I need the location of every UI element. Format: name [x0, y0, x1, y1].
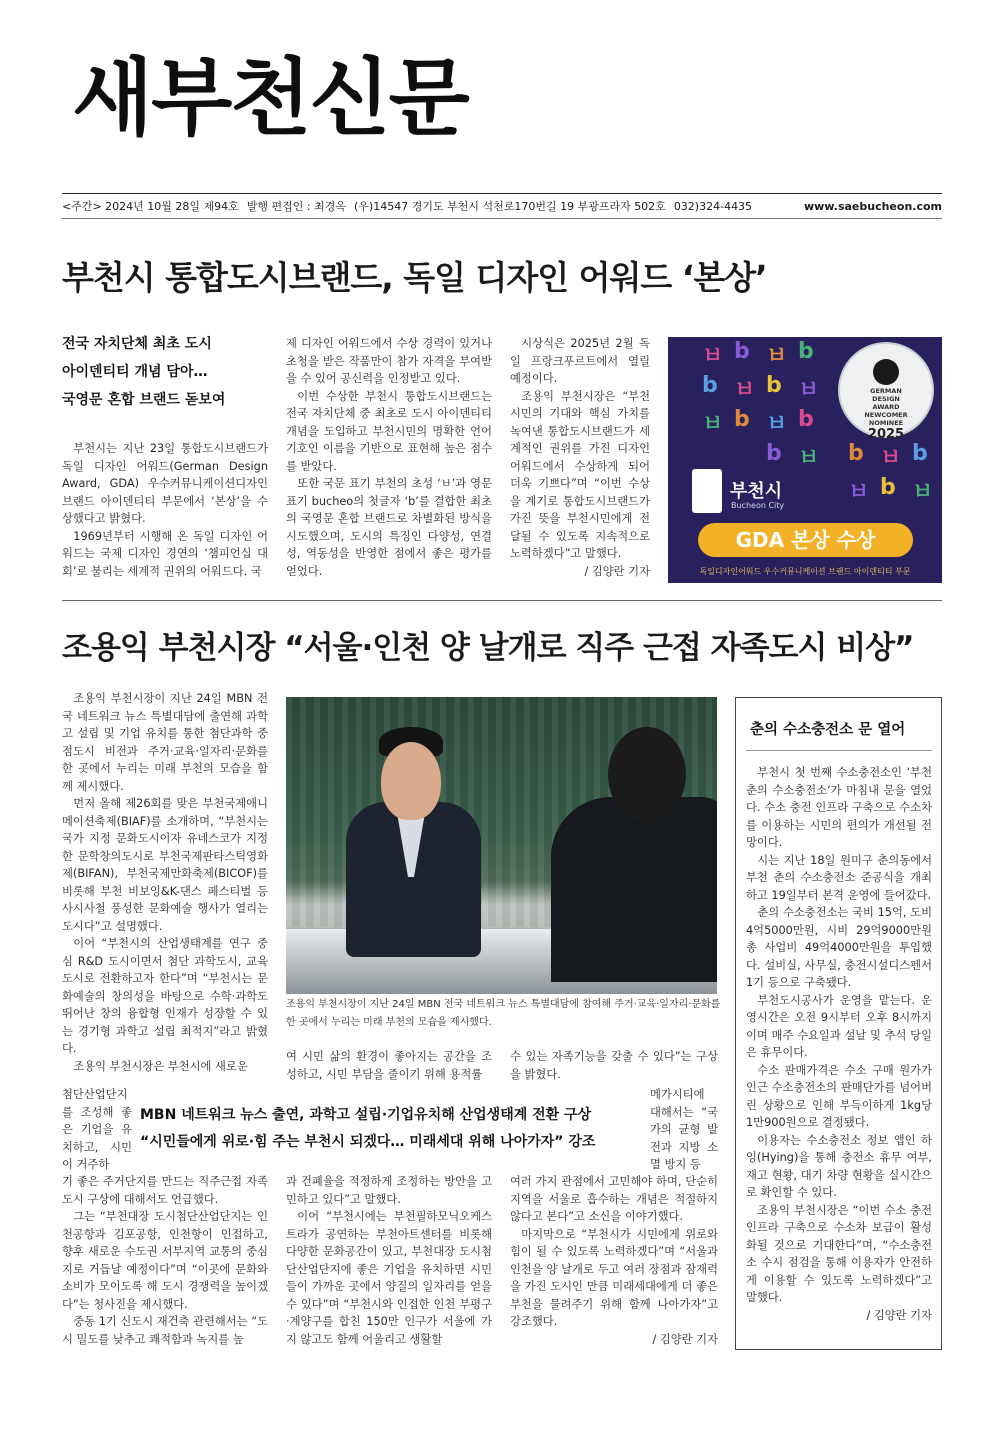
sidebar-paragraph: 부천시 첫 번째 수소충전소인 ‘부천 춘의 수소충전소’가 마침내 문을 열었다. 수소 충전 인프라 구축으로 수소차를 이용하는 시민의 편의가 개선될 전망이다. — [746, 766, 932, 849]
article2-deck — [140, 1102, 640, 1156]
article1-paragraph: 1969년부터 시행해 온 독일 디자인 어워드는 국제 디자인 경연의 ‘챔피언십 대회’로 불리는 세계적 권위의 어워드다. 국 — [62, 529, 268, 578]
mayor-face — [381, 742, 441, 820]
medal-line: DESIGN — [872, 395, 900, 403]
photo-caption: 조용익 부천시장이 지난 24일 MBN 전국 네트워크 뉴스 특별대담에 참여해 주거·교육·일자리·문화를 한 곳에서 누리는 미래 부천의 모습을 제시했다. — [286, 999, 721, 1028]
article2-paragraph: 중동 1기 신도시 재건축 관련해서는 “도시 밀도를 낮추고 쾌적함과 녹지를 높 — [62, 1315, 268, 1346]
article1-paragraph: 제 디자인 어워드에서 수상 경력이 있거나 초청을 받은 작품만이 참가 자격을 부여받을 수 있어 공신력을 인정받고 있다. — [286, 337, 492, 385]
article1-headline: 부천시 통합도시브랜드, 독일 디자인 어워드 ‘본상’ — [62, 258, 767, 297]
article2-column-2-mid — [286, 1048, 492, 1088]
anchor-head — [608, 727, 686, 822]
article2-paragraph: 기 좋은 주거단지를 만드는 직주근접 자족도시 구상에 대해서도 언급했다. — [62, 1175, 268, 1206]
article2-column-1-wrap — [62, 1086, 132, 1170]
masthead: 새부천신문 — [72, 49, 468, 147]
sidebar-paragraph: 조용익 부천시장은 “이번 수소 충전 인프라 구축으로 수소차 보급이 활성화될 것으로 기대한다”며, “수소충전소 수시 점검을 통해 이용자가 안전하게 이용할 수 있도록 노력하겠다”고 말했다. — [746, 1203, 932, 1304]
sidebar-byline: / 김양란 기자 — [866, 1308, 932, 1322]
sidebar-paragraph: 수소 판매가격은 수소 구매 원가가 인근 수소충전소의 판매단가를 넘어버린 상황으로 인해 부득이하게 1kg당 1만900원으로 결정됐다. — [746, 1063, 932, 1129]
article1-subhead-line: 국영문 혼합 브랜드 돋보여 — [62, 392, 226, 408]
article1-paragraph: 조용익 부천시장은 “부천 시민의 기대와 핵심 가치를 녹여낸 통합도시브랜드가 세계적인 권위를 가진 디자인 어워드에서 수상하게 되어 더욱 기쁘다”며 “이번 수상을 계기로 통합도시브랜드가 가진 뜻을 부천시민에게 전달될 수 있도록 지속적으로 노력하겠다”고 말했다. — [510, 389, 650, 560]
medal-line: AWARD — [872, 403, 900, 411]
article1-subhead-line: 전국 자치단체 최초 도시 — [62, 336, 212, 352]
interview-photo — [286, 697, 717, 994]
article1-column-3 — [510, 335, 650, 587]
article2-paragraph: 이어 “부천시에는 부천필하모닉오케스트라가 공연하는 부천아트센터를 비롯해 다양한 문화공간이 있고, 부천대장 도시첨단산업단지에 좋은 기업을 유치하면 시민들이 가까운 곳에서 양질의 일자리를 얻을 수 있다”며 “부천시와 인접한 인천 부평구·계양구를 합친 150만 인구가 서울에 가지 않고도 함께 어울리고 생활할 — [286, 1210, 492, 1346]
deck-line: “시민들에게 위로·힘 주는 부천시 되겠다… 미래세대 위해 나아가자” 강조 — [140, 1134, 596, 1150]
publisher-info: 발행 편집인 : 최경옥 — [246, 200, 346, 213]
article2-paragraph: 수 있는 자족기능을 갖출 수 있다”는 구상을 밝혔다. — [510, 1050, 718, 1081]
address-info: (우)14547 경기도 부천시 석천로170번길 19 부광프라자 502호 — [354, 200, 666, 213]
article1-subhead — [62, 330, 272, 414]
issue-info: <주간> 2024년 10월 28일 제94호 — [62, 200, 239, 213]
sidebar-title-rule — [746, 750, 932, 751]
article1-paragraph: 또한 국문 표기 부천의 초성 ‘ㅂ’과 영문표기 bucheo의 첫글자 ‘b’를 결합한 최초의 국영문 혼합 브랜드로 차별화된 방식을 시도했으며, 도시의 특징인 다양성, 연결성, 역동성을 반영한 점에서 좋은 평가를 얻었다. — [286, 477, 492, 578]
award-badge: GDA 본상 수상 — [698, 523, 913, 557]
article2-paragraph: 여러 가지 관점에서 고민해야 하며, 단순히 지역을 서울로 흡수하는 개념은 적절하지 않다고 본다”고 소신을 이야기했다. — [510, 1175, 718, 1223]
gda-award-image — [668, 337, 942, 583]
article2-paragraph: 그는 “부천대장 도시첨단산업단지는 인천공항과 김포공항, 인천항이 인접하고, 향후 새로운 수도권 서부지역 교통의 중심지로 거듭날 예정이다”며 “이곳에 문화와 소비가 모이도록 해 도시 경쟁력을 높이겠다”는 청사진을 제시했다. — [62, 1210, 268, 1311]
sidebar-paragraph: 부천도시공사가 운영을 맡는다. 운영시간은 오전 9시부터 오후 8시까지이며 매주 수요일과 설날 및 추석 당일은 휴무이다. — [746, 993, 932, 1059]
sidebar-body — [746, 764, 932, 1344]
article2-column-2-lower — [286, 1173, 492, 1353]
article2-column-3-lower — [510, 1173, 718, 1353]
article2-paragraph: 마지막으로 “부천시가 시민에게 위로와 힘이 될 수 있도록 노력하겠다”며 “서울과 인천을 양 날개로 두고 여러 장점과 잠재력을 가진 도시인 만큼 미래세대에게 더 좋은 부천을 물려주기 위해 함께 나아가자”고 강조했다. — [510, 1227, 718, 1328]
article1-paragraph: 이번 수상한 부천시 통합도시브랜드는 전국 자치단체 중 최초로 도시 아이덴티티 개념을 도입하고 부천시민의 명확한 언어 기호인 이름을 기반으로 표현해 높은 점수를 받았다. — [286, 389, 492, 473]
article2-paragraph: 여 시민 삶의 환경이 좋아지는 공간을 조성하고, 시민 부담을 줄이기 위해 용적률 — [286, 1050, 492, 1081]
award-image-caption: 독일디자인어워드 우수커뮤니케이션 브랜드 아이덴티티 부문 — [699, 567, 911, 576]
brand-pattern: ㅂ b ㅂ b b ㅂ b ㅂ ㅂ b ㅂ b b ㅂ b ㅂ b ㅂ b ㅂ — [702, 339, 934, 505]
article1-paragraph: 부천시는 지난 23일 통합도시브랜드가 독일 디자인 어워드(German Design Award, GDA) 우수커뮤니케이션디자인 브랜드 아이덴티티 부문에서 ‘본상’을 수상했다고 밝혔다. — [62, 442, 268, 525]
bucheon-logo-icon — [692, 469, 722, 513]
article2-paragraph: 메가시티에 대해서는 “국가의 균형 발전과 지방 소멸 방지 등 — [650, 1088, 718, 1171]
bucheon-city-sub: Bucheon City — [731, 501, 785, 510]
article2-column-3-wrap — [650, 1086, 718, 1176]
medal-line: NOMINEE — [868, 419, 904, 427]
website-link[interactable]: www.saebucheon.com — [803, 199, 942, 213]
article2-column-1-lower — [62, 1173, 268, 1353]
article1-paragraph: 시상식은 2025년 2월 독일 프랑크푸르트에서 열릴 예정이다. — [510, 337, 650, 385]
article1-byline: / 김양란 기자 — [584, 564, 650, 578]
gda-medal — [838, 342, 934, 442]
sidebar-title: 춘의 수소충전소 문 열어 — [750, 722, 906, 738]
article2-paragraph: 과 건폐율을 적정하게 조정하는 방안을 고민하고 있다”고 말했다. — [286, 1175, 492, 1206]
hydrogen-station-sidebar — [735, 697, 942, 1350]
info-bar — [62, 193, 942, 219]
article2-paragraph: 조용익 부천시장이 지난 24일 MBN 전국 네트워크 뉴스 특별대담에 출연해 과학고 설립 및 기업 유치를 통한 첨단과학 중점도시 비전과 주거·교육·일자리·문화를 한 곳에서 누리는 미래 부천의 모습을 함께 제시했다. — [62, 692, 268, 793]
article1-subhead-line: 아이덴티티 개념 담아… — [62, 364, 208, 380]
article2-byline: / 김양란 기자 — [652, 1332, 718, 1346]
article1-column-2 — [286, 335, 492, 587]
phone-info: 032)324-4435 — [673, 199, 753, 213]
bucheon-city-name: 부천시 — [730, 481, 783, 502]
medal-line: GERMAN — [870, 387, 902, 395]
section-divider — [62, 600, 942, 601]
article2-column-1 — [62, 690, 268, 1074]
article2-paragraph: 조용익 부천시장은 부천시에 새로운 — [73, 1059, 248, 1073]
sidebar-paragraph: 이용자는 수소충전소 정보 앱인 하잉(Hying)을 통해 충전소 휴무 여부, 재고 현황, 대기 차량 현황을 실시간으로 확인할 수 있다. — [746, 1133, 932, 1199]
anchor-figure — [551, 797, 717, 982]
article2-paragraph: 이어 “부천시의 산업생태계를 연구 중심 R&D 도시이면서 첨단 과학도시, 교육 도시로 전환하고자 한다”며 “부천시는 문화예술의 창의성을 바탕으로 수학·과학도 뛰어난 창의 융합형 인재가 성장할 수 있는 경기형 과학고 설립 최적지”라고 밝혔다. — [62, 937, 268, 1055]
deck-line: MBN 네트워크 뉴스 출연, 과학고 설립·기업유치해 산업생태계 전환 구상 — [140, 1107, 592, 1123]
article2-paragraph: 첨단산업단지를 조성해 좋은 기업을 유치하고, 시민이 거주하 — [62, 1088, 132, 1170]
sidebar-paragraph: 춘의 수소충전소는 국비 15억, 도비 4억5000만원, 시비 29억9000만원 총 사업비 49억4000만원을 투입했다. 설비실, 사무실, 충전시설디스펜서 1기 등으로 구축됐다. — [746, 906, 932, 989]
article1-column-1 — [62, 440, 268, 585]
sidebar-paragraph: 시는 지난 18일 원미구 춘의동에서 부천 춘의 수소충전소 준공식을 개최하고 19일부터 본격 운영에 들어갔다. — [746, 853, 932, 902]
article2-headline: 조용익 부천시장 “서울·인천 양 날개로 직주 근접 자족도시 비상” — [62, 630, 914, 666]
article2-paragraph: 먼저 올해 제26회를 맞은 부천국제애니메이션축제(BIAF)를 소개하며, “부천시는 국가 지정 문화도시이자 유네스코가 지정한 문학창의도시로 부천국제판타스틱영화제(BIFAN), 부천국제만화축제(BICOF)를 비롯해 부천 비보잉&K-댄스 페스티벌 등 사시사철 풍성한 문화예술 행사가 열리는 도시다”고 설명했다. — [62, 797, 268, 933]
medal-line: NEWCOMER — [864, 411, 908, 419]
medal-year: 2025 — [867, 427, 905, 442]
gda-medal-ring-icon — [873, 359, 899, 385]
article2-column-3-mid — [510, 1048, 718, 1088]
